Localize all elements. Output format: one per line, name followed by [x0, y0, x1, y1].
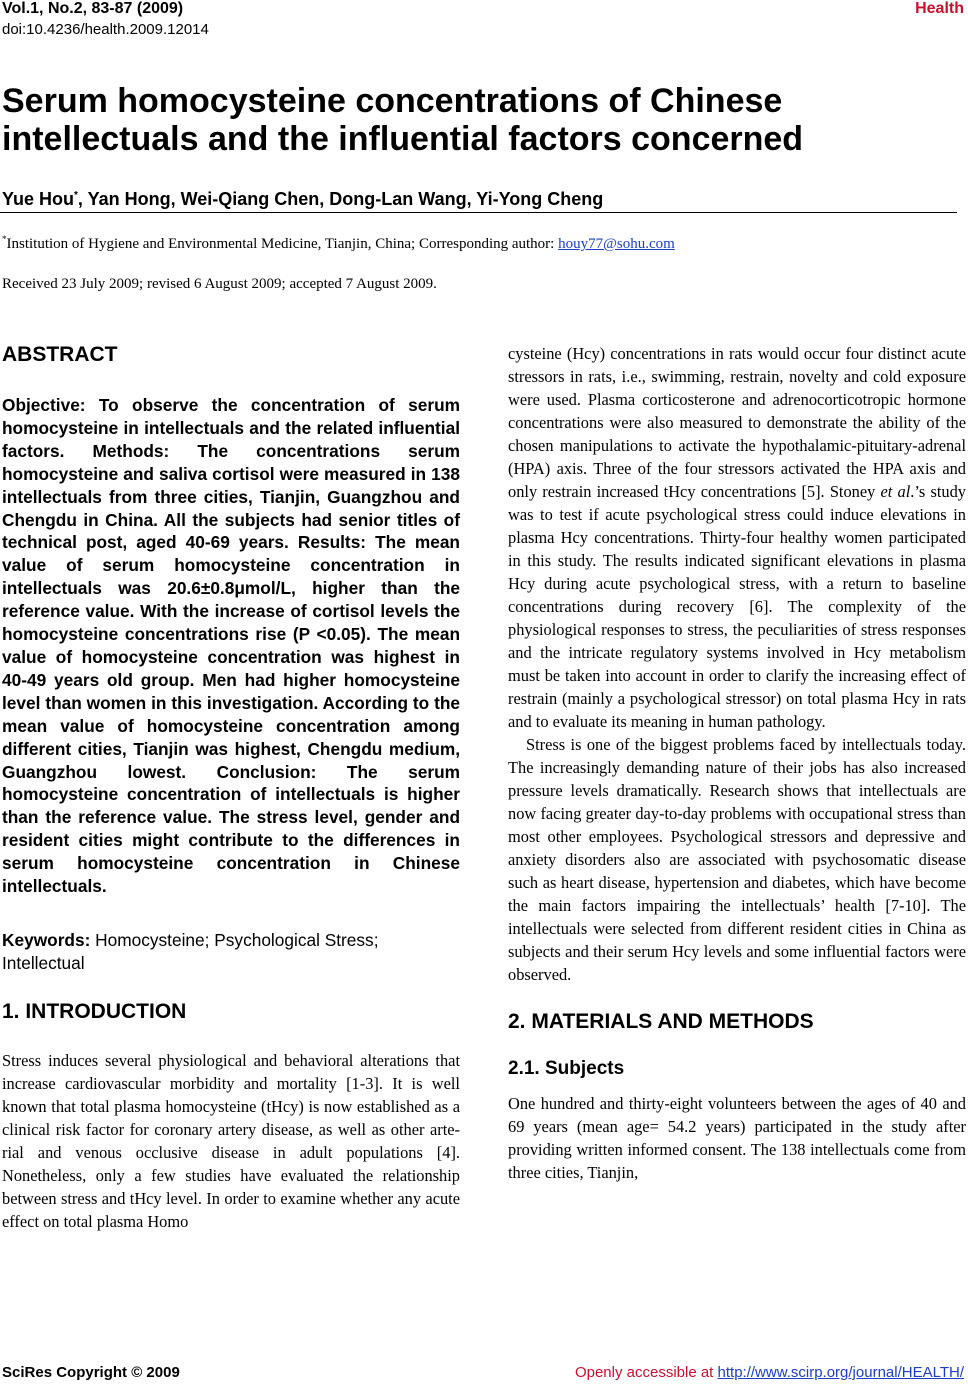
intro-text-a: cysteine (Hcy) concentrations in rats would occur four distinct acute stressors in rats, i.e., swimming, restrain, novelty and cold exposure were used. Plasma corticosterone and adrenocorticotropic hormone concentrations were also measured to demonstrate the ability of the chosen manipulations to activate the hypothalamic-pituitary-adrenal (HPA) axis. Three of the four stressors activated the HPA axis and only restrain increased tHcy concentrations [5]. Stoney — [508, 344, 966, 501]
keywords-text: Homocysteine; Psychological Stress; Intellectual — [2, 929, 379, 973]
title-line: Serum homocysteine concentrations of Chinese — [2, 82, 783, 120]
intro-heading: 1. INTRODUCTION — [2, 999, 187, 1023]
keywords-label: Keywords: — [2, 929, 91, 950]
email-link[interactable]: houy77@sohu.com — [558, 236, 675, 252]
et-al: et al — [880, 482, 911, 501]
access-text: Openly accessible at — [574, 1364, 718, 1381]
left-column — [2, 340, 460, 1233]
intro-paragraph-continued — [508, 342, 966, 733]
affiliation — [2, 229, 952, 254]
running-header — [2, 0, 402, 40]
subjects-heading: 2.1. Subjects — [508, 1058, 625, 1079]
paper-title — [2, 82, 952, 158]
intro-paragraph: Stress induces several physiological and behavioral alterations that increase cardiovascular morbidity and mortality [1-3]. It is well known that total plasma homocysteine (tHcy) is now established as a clinical risk factor for coronary artery disease, as well as other arterial and venous occlusive disease in adult populations [4]. Nonetheless, only a few studies have evaluated the relationship between stress and tHcy level. In order to examine whether any acute effect on total plasma Homo — [2, 1050, 460, 1231]
keywords — [2, 929, 460, 975]
corresponding-mark: * — [74, 190, 78, 201]
journal-name: Health — [915, 0, 964, 17]
abstract-heading: ABSTRACT — [2, 343, 118, 366]
author-name: Yue Hou — [2, 189, 75, 209]
title-line: intellectuals and the influential factors concerned — [2, 120, 804, 158]
affiliation-text: Institution of Hygiene and Environmental Medicine, Tianjin, China; Corresponding author: — [6, 236, 559, 252]
right-column — [508, 342, 966, 1184]
affiliation-mark: * — [2, 234, 7, 244]
methods-paragraph: One hundred and thirty-eight volunteers between the ages of 40 and 69 years (mean age= 54.2 years) participated in the study after providing written informed consent. The 138 intellectuals come from three cities, Tianjin, — [508, 1094, 966, 1182]
intro-text-b: .’s study was to test if acute psychological stress could induce elevations in plasma Hcy concentrations. Thirty-four healthy women participated in this study. The results indicated significant elevations in plasma Hcy during acute psychological stress, with a return to baseline concentrations during recovery [6]. The complexity of the physiological responses to stress, the peculiarities of stress responses and the intricate regulatory systems involved in Hcy metabolism must be taken into account in order to clarify the increasing effect of restrain (mainly a psychological stressor) on total plasma Hcy in rats and to evaluate its meaning in human pathology. — [508, 482, 966, 731]
doi: doi:10.4236/health.2009.12014 — [2, 21, 209, 38]
author-list — [2, 184, 942, 211]
intro-paragraph-2: Stress is one of the biggest problems faced by intellectuals today. The increasingly demanding nature of their jobs has also increased pressure levels dramatically. Research shows that intellectuals are now facing greater day-to-day problems with occupational stress than most other employees. Psychological stressors and depressive and anxiety disorders also are associated with psychosomatic disease such as heart disease, hypertension and diabetes, which have become the main factors impairing the intellectuals’ health [7-10]. The intellectuals were selected from different resident cities in China as subjects and their serum Hcy levels and some influential factors were observed. — [508, 735, 966, 984]
copyright: SciRes Copyright © 2009 — [2, 1364, 180, 1381]
access-note — [575, 1363, 964, 1383]
volume-info: Vol.1, No.2, 83-87 (2009) — [2, 0, 184, 17]
received-dates: Received 23 July 2009; revised 6 August 2009; accepted 7 August 2009. — [2, 276, 437, 292]
journal-url-link[interactable]: http://www.scirp.org/journal/HEALTH/ — [717, 1364, 964, 1381]
title-divider — [0, 212, 957, 213]
abstract-text: Objective: To observe the concentration of serum homocysteine in intellectuals and the related influential factors. Methods: The concentrations serum homocysteine and saliva cortisol were measured in 138 intellectuals from three cities, Tianjin, Guangzhou and Chengdu in China. All the subjects had senior titles of technical post, aged 40-69 years. Results: The mean value of serum homocysteine concentration in intellectuals was 20.6±0.8μmol/L, higher than the reference value. With the increase of cortisol levels the homocysteine concentrations rise (P <0.05). The mean value of homocysteine concentration was highest in 40-49 years old group. Men had higher homocysteine level than women in this investigation. According to the mean value of homocysteine concentration among different cities, Tianjin was highest, Chengdu medium, Guangzhou lowest. Conclusion: The serum homocysteine concentration of intellectuals is higher than the reference value. The stress level, gender and resident cities might contribute to the differences in serum homocysteine concentration in Chinese intellectuals. — [2, 395, 460, 897]
author-names: , Yan Hong, Wei-Qiang Chen, Dong-Lan Wang, Yi-Yong Cheng — [77, 189, 604, 209]
methods-heading: 2. MATERIALS AND METHODS — [508, 1010, 814, 1033]
